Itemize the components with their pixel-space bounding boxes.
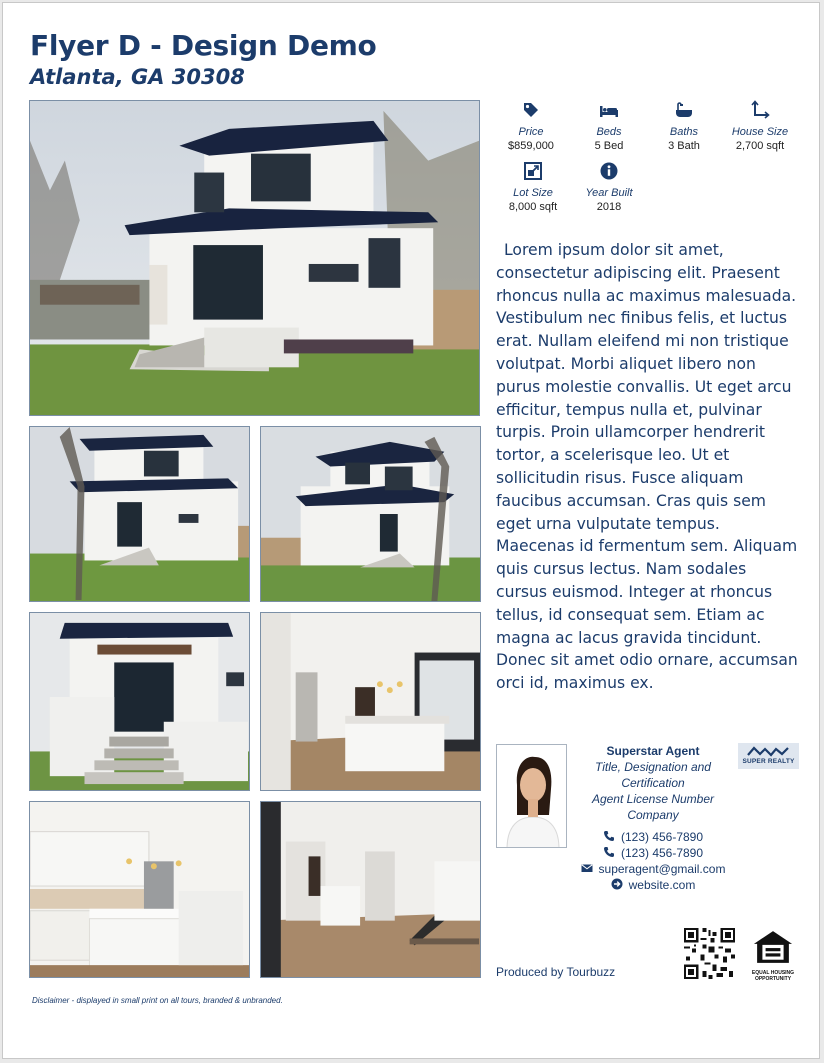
agent-email-text: superagent@gmail.com: [598, 862, 726, 876]
agent-phone-1[interactable]: [573, 829, 733, 845]
bed-icon: [573, 100, 645, 122]
stat-year-built-label: Year Built: [585, 187, 633, 199]
stat-lot-size-label: Lot Size: [513, 187, 553, 199]
agent-phone-1-text: (123) 456-7890: [620, 830, 704, 844]
agent-website-text: website.com: [628, 878, 696, 892]
entrance-steps-photo: [29, 612, 250, 791]
flyer-title: Flyer D - Design Demo: [30, 29, 377, 62]
bathtub-icon: [648, 100, 720, 122]
kitchen-hallway-photo: [260, 612, 481, 791]
stat-baths-value: 3 Bath: [668, 140, 700, 152]
super-realty-logo-text: SUPER REALTY: [742, 758, 795, 765]
info-icon: [573, 161, 645, 183]
stat-baths-label: Baths: [669, 126, 699, 138]
stat-lot-size-value: 8,000 sqft: [508, 201, 558, 213]
kitchen-island-photo: [29, 801, 250, 978]
price-tag-icon: [495, 100, 567, 122]
property-description: Lorem ipsum dolor sit amet, consectetur adipiscing elit. Praesent rhoncus nulla ac maximus malesuada. Vestibulum nec finibus felis, et luctus erat. Nullam eleifend mi non tristique volutpat. Morbi aliquet libero non purus molestie convallis. Ut eget arcu efficitur, tempus nulla et, pulvinar turpis. Proin ullamcorper hendrerit tortor, a scelerisque leo. Ut et sollicitudin risus. Fusce aliquam faucibus accumsan. Cras quis sem eget urna vulputate tempus. Maecenas id fermentum sem. Aliquam quis cursus lectus. Nam sodales cursus euismod. Integer at rhoncus tellus, id consequat sem. Etiam ac magna ac lacus gravida tincidunt. Donec sit amet odio ornare, accumsan orci id, maximus ex.: [496, 241, 798, 693]
stat-beds: [573, 100, 645, 153]
agent-title-line1: Title, Designation and: [595, 760, 711, 774]
exterior-right-photo: [260, 426, 481, 602]
qr-code-icon[interactable]: [684, 928, 735, 979]
stat-year-built-value: 2018: [596, 201, 622, 213]
envelope-icon: [581, 862, 593, 874]
agent-phone-2[interactable]: [573, 845, 733, 861]
agent-name: Superstar Agent: [606, 744, 700, 758]
agent-license: Agent License Number: [591, 792, 715, 806]
rooftops-icon: [738, 743, 799, 759]
phone-icon: [603, 830, 615, 842]
floor-size-icon: [724, 100, 796, 122]
super-realty-logo: [738, 743, 799, 769]
living-room-staircase-photo: [260, 801, 481, 978]
equal-housing-text-1: EQUAL HOUSING: [751, 970, 795, 976]
stat-house-size: [724, 100, 796, 153]
disclaimer: Disclaimer - displayed in small print on all tours, branded & unbranded.: [32, 996, 283, 1005]
arrow-circle-right-icon: [611, 878, 623, 890]
stat-price-label: Price: [518, 126, 544, 138]
stat-price-value: $859,000: [508, 140, 554, 152]
agent-info: [573, 743, 733, 893]
stat-house-size-value: 2,700 sqft: [735, 140, 785, 152]
main-house-photo: [29, 100, 480, 416]
equal-housing-text-2: OPPORTUNITY: [754, 976, 792, 982]
stat-house-size-label: House Size: [731, 126, 789, 138]
flyer-page: [2, 2, 820, 1059]
phone-icon: [603, 846, 615, 858]
agent-email[interactable]: [573, 861, 733, 877]
stat-baths: [648, 100, 720, 153]
stat-beds-label: Beds: [596, 126, 622, 138]
exterior-left-photo: [29, 426, 250, 602]
equal-housing-icon: [749, 929, 797, 965]
equal-housing-logo: [747, 929, 799, 981]
produced-by: Produced by Tourbuzz: [496, 965, 616, 979]
lot-size-icon: [497, 161, 569, 183]
agent-photo: [496, 744, 567, 848]
agent-company: Company: [627, 808, 679, 822]
agent-phone-2-text: (123) 456-7890: [620, 846, 704, 860]
agent-website[interactable]: [573, 877, 733, 893]
stat-year-built: [573, 161, 645, 214]
stat-beds-value: 5 Bed: [594, 140, 624, 152]
agent-title-line2: Certification: [621, 776, 685, 790]
stat-price: [495, 100, 567, 153]
stat-lot-size: [497, 161, 569, 214]
flyer-address: Atlanta, GA 30308: [30, 65, 245, 89]
